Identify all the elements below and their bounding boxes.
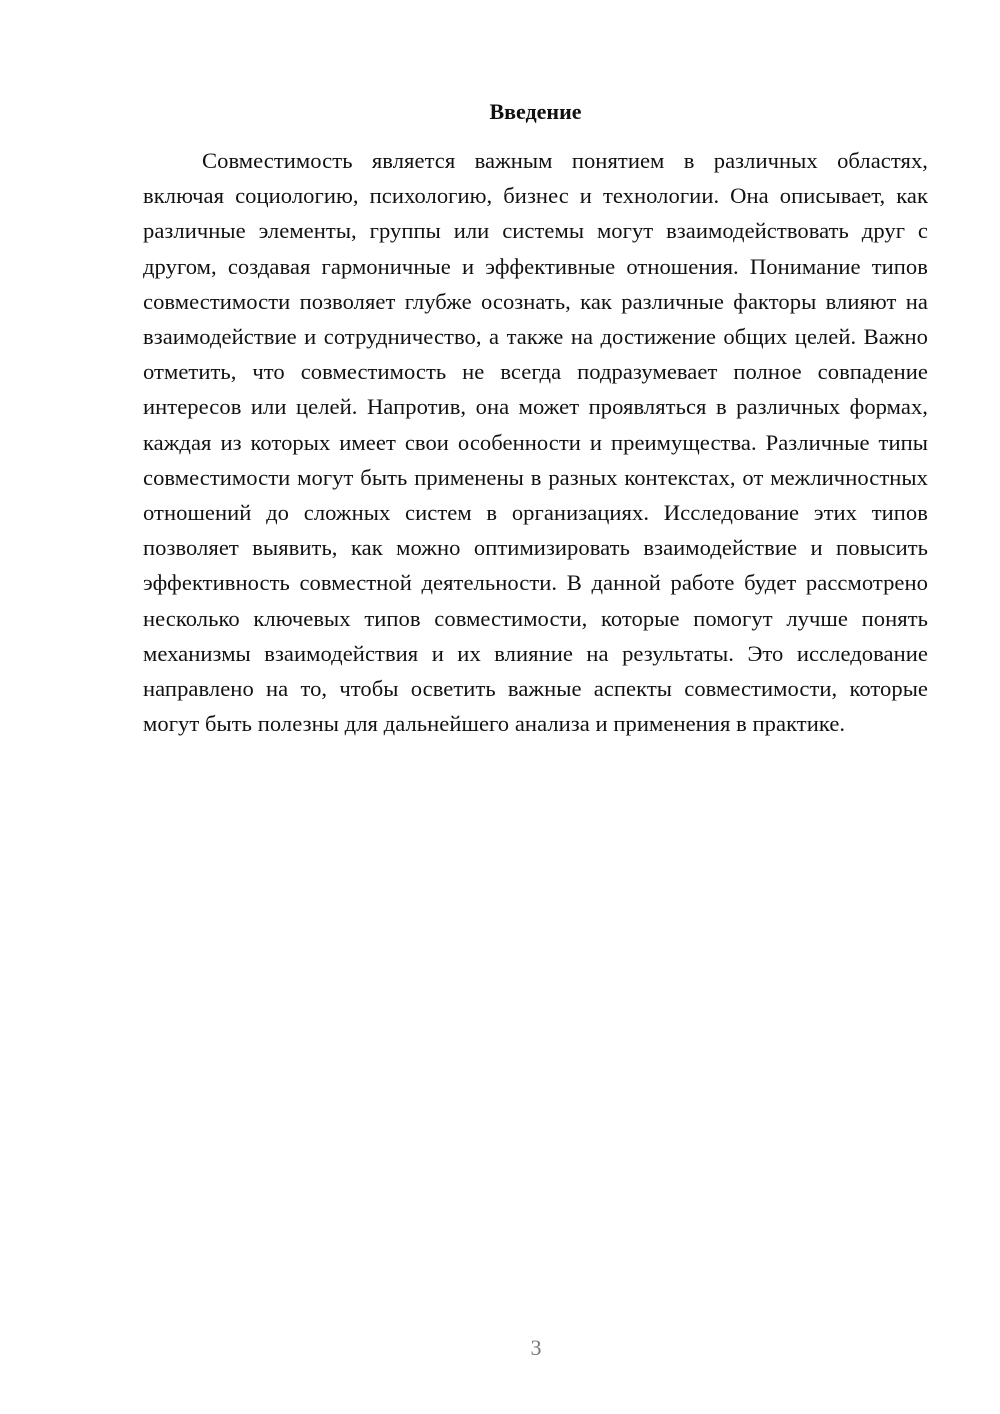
section-heading: Введение — [489, 99, 582, 124]
page-number: 3 — [530, 1335, 542, 1360]
body-paragraph: Совместимость является важным понятием в различных областях, включая социологию, психологию, бизнес и технологии. Она описывает, как различные элементы, группы или системы могут взаимодействовать друг с другом, создавая гармоничные и эффективные отношения. Понимание типов совместимости позволяет глубже осознать, как различные факторы влияют на взаимодействие и сотрудничество, а также на достижение общих целей. Важно отметить, что совместимость не всегда подразумевает полное совпадение интересов или целей. Напротив, она может проявляться в различных формах, каждая из которых имеет свои особенности и преимущества. Различные типы совместимости могут быть применены в разных контекстах, от межличностных отношений до сложных систем в организациях. Исследование этих типов позволяет выявить, как можно оптимизировать взаимодействие и повысить эффективность совместной деятельности. В данной работе будет рассмотрено несколько ключевых типов совместимости, которые помогут лучше понять механизмы взаимодействия и их влияние на результаты. Это исследование направлено на то, чтобы осветить важные аспекты совместимости, которые могут быть полезны для дальнейшего анализа и применения в практике. — [143, 148, 928, 737]
